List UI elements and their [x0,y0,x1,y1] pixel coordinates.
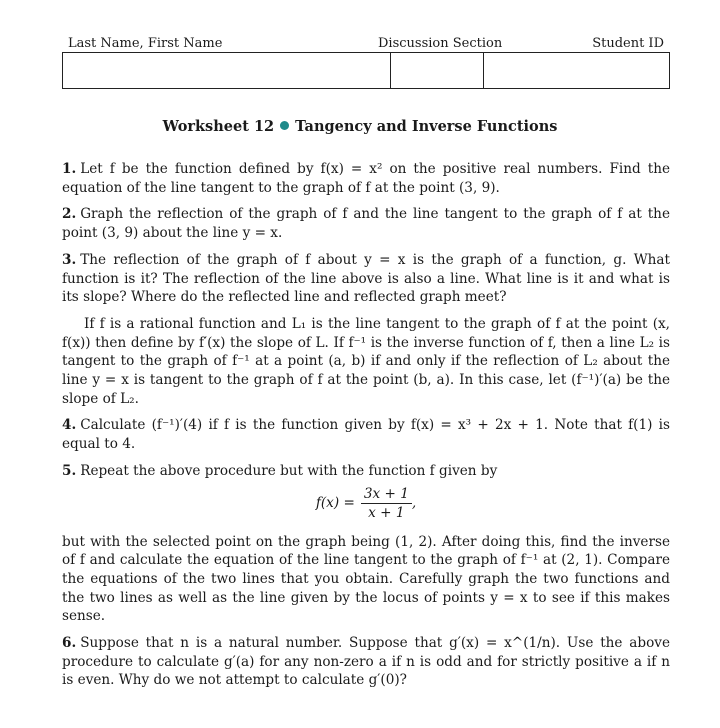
problem-text: Repeat the above procedure but with the function f given by [80,462,498,479]
problem-text: The reflection of the graph of f about y = x is the graph of a function, g. What function is it? The reflection of the line above is also a line. What line is it and what is its slope? Where do the reflected line and reflected graph meet? [62,251,670,306]
formula-trail: , [411,494,417,511]
formula-lhs: f(x) = [315,494,355,511]
section-label: Discussion Section [378,36,503,51]
problem-3 [62,251,670,307]
problem-4 [62,416,670,453]
formula-denominator: x + 1 [368,504,405,521]
problem-number: 1. [62,161,77,177]
section-entry-cell[interactable] [391,53,484,88]
formula-fraction [361,485,412,522]
worksheet-body [62,160,670,698]
problem-text: Graph the reflection of the graph of f and the line tangent to the graph of f at the point (3, 9) about the line y = x. [62,206,670,242]
name-label: Last Name, First Name [68,36,223,51]
worksheet-title [0,118,720,135]
student-id-entry-cell[interactable] [484,53,669,88]
title-right: Tangency and Inverse Functions [295,118,558,135]
problem-6 [62,634,670,690]
name-entry-cell[interactable] [63,53,391,88]
bullet-dot-icon [280,121,289,130]
problem-text: Calculate (f⁻¹)′(4) if f is the function given by f(x) = x³ + 2x + 1. Note that f(1) is equal to 4. [62,417,670,453]
student-id-label: Student ID [592,36,664,51]
problem-5 [62,462,670,481]
problem-text: Let f be the function defined by f(x) = x² on the positive real numbers. Find the equation of the line tangent to the graph of f at the point (3, 9). [62,161,670,196]
problem-number: 6. [62,635,77,652]
formula-numerator: 3x + 1 [361,485,412,504]
problem-number: 4. [62,417,77,434]
title-left: Worksheet 12 [162,118,275,135]
header-labels [62,36,670,52]
problem-5-continued: but with the selected point on the graph being (1, 2). After doing this, find the inverse of f and calculate the equation of the line tangent to the graph of f⁻¹ at (2, 1). Compare the equations of the two lines that you obtain. Carefully graph the two functions and the two lines as well as the line given by the locus of points y = x to see if this makes sense. [62,533,670,625]
problem-number: 5. [62,462,77,479]
inverse-tangent-definition: If f is a rational function and L₁ is the line tangent to the graph of f at the point (x, f(x)) then define by f′(x) the slope of L. If f⁻¹ is the inverse function of f, then a line L₂ is tangent to the graph of f⁻¹ at a point (a, b) if and only if the reflection of L₂ about the line y = x is tangent to the graph of f at the point (b, a). In this case, let (f⁻¹)′(a) be the slope of L₂. [62,315,670,407]
problem-text: Suppose that n is a natural number. Suppose that g′(x) = x^(1/n). Use the above procedure to calculate g′(a) for any non-zero a if n is odd and for strictly positive a if n is even. Why do we not attempt to calculate g′(0)? [62,635,670,689]
problem-5-formula [62,485,670,525]
problem-number: 3. [62,251,77,268]
header-entry-box [62,52,670,89]
problem-number: 2. [62,206,77,223]
problem-1 [62,160,670,197]
problem-2 [62,205,670,242]
